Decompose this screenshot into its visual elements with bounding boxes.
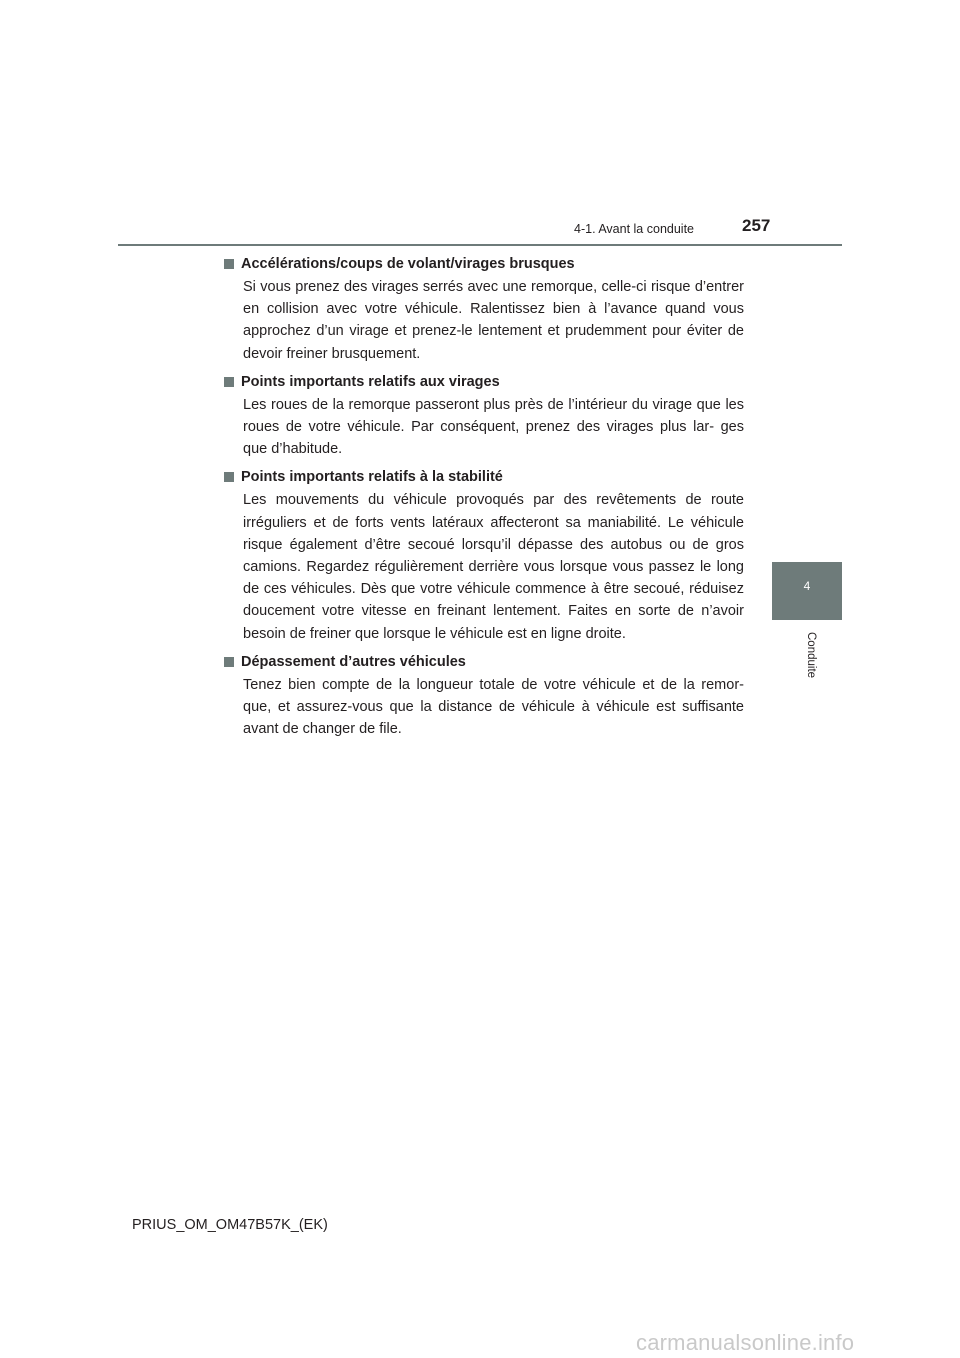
section-heading [224, 466, 744, 488]
document-code: PRIUS_OM_OM47B57K_(EK) [132, 1217, 328, 1233]
section-heading [224, 371, 744, 393]
section-stabilite [224, 466, 744, 644]
page-number: 257 [742, 216, 771, 235]
chapter-tab [772, 562, 842, 620]
square-bullet-icon [224, 259, 234, 269]
header-section-title: 4-1. Avant la conduite [574, 222, 694, 236]
square-bullet-icon [224, 472, 234, 482]
section-body: Tenez bien compte de la longueur totale de votre véhicule et de la remor- que, et assurez-vous que la distance de véhicule à véhicule est suffisante avant de changer de file. [243, 676, 744, 738]
section-body: Les mouvements du véhicule provoqués par des revêtements de route irréguliers et de forts vents latéraux affecteront sa maniabilité. Le véhicule risque également d’être secoué lorsqu’il dépasse des autobus ou de gros camions. Regardez régulièrement derrière vous lorsque vous passez le long de ces véhicules. Dès que votre véhicule commence à être secoué, réduisez doucement votre vitesse en freinant lentement. Faites en sorte de n’avoir besoin de freiner que lorsque le véhicule est en ligne droite. [243, 492, 744, 642]
section-heading [224, 253, 744, 275]
section-heading-text: Accélérations/coups de volant/virages brusques [241, 256, 575, 272]
chapter-number: 4 [803, 579, 811, 593]
header-divider [118, 244, 842, 246]
section-virages [224, 371, 744, 461]
section-heading-text: Points importants relatifs aux virages [241, 373, 500, 390]
section-heading-text: Dépassement d’autres véhicules [241, 653, 466, 670]
watermark: carmanualsonline.info [636, 1330, 855, 1355]
section-accelerations [224, 253, 744, 365]
chapter-label: Conduite [805, 632, 817, 679]
square-bullet-icon [224, 377, 234, 387]
section-heading [224, 651, 744, 673]
main-content [224, 253, 744, 746]
section-body: Si vous prenez des virages serrés avec une remorque, celle-ci risque d’entrer en collision avec votre véhicule. Ralentissez bien à l’avance quand vous approchez d’un virage et prenez-le lentement et prudemment pour éviter de devoir freiner brusquement. [243, 279, 744, 362]
section-depassement [224, 651, 744, 741]
section-body: Les roues de la remorque passeront plus près de l’intérieur du virage que les roues de votre véhicule. Par conséquent, prenez des virages plus lar- ges que d’habitude. [243, 396, 744, 458]
section-heading-text: Points importants relatifs à la stabilité [241, 469, 503, 486]
square-bullet-icon [224, 657, 234, 667]
